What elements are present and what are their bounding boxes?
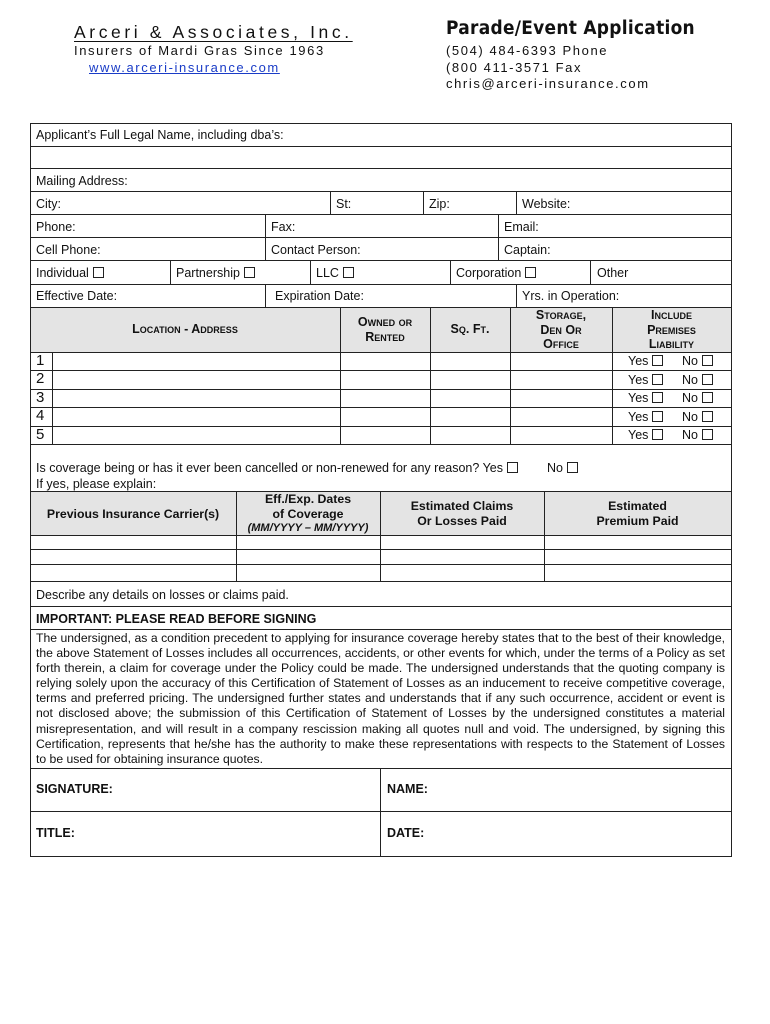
entity-other-label: Other: [597, 266, 629, 280]
claims-header-line2: Or Losses Paid: [417, 513, 507, 528]
website-label: Website:: [522, 197, 571, 211]
entity-corporation: [456, 266, 536, 280]
premises-yes-checkbox[interactable]: [652, 374, 663, 385]
owned-header-line1: Owned or: [357, 315, 413, 329]
premises-no-option: [682, 410, 713, 424]
entity-llc-label: LLC: [316, 266, 339, 280]
premises-no-checkbox[interactable]: [702, 374, 713, 385]
premises-yes-option: [628, 410, 663, 424]
email-label: Email:: [504, 220, 539, 234]
premises-no-option: [682, 354, 713, 368]
city-label: City:: [36, 197, 61, 211]
applicant-name-label: Applicant’s Full Legal Name, including dba’s:: [36, 128, 284, 142]
premium-header: [544, 499, 731, 528]
premises-no-label: No: [682, 373, 698, 387]
premises-yes-label: Yes: [628, 428, 649, 442]
premises-no-option: [682, 391, 713, 405]
company-name: Arceri & Associates, Inc.: [74, 22, 353, 42]
premises-liability-header: [612, 308, 731, 352]
premises-yes-option: [628, 354, 663, 368]
entity-partnership-label: Partnership: [176, 266, 240, 280]
describe-losses-label: Describe any details on losses or claims paid.: [36, 588, 289, 602]
premises-no-checkbox[interactable]: [702, 392, 713, 403]
claims-header-line1: Estimated Claims: [410, 499, 514, 513]
premises-yes-label: Yes: [628, 373, 649, 387]
premises-yes-checkbox[interactable]: [652, 392, 663, 403]
state-label: St:: [336, 197, 352, 211]
location-row-number: 1: [36, 352, 45, 369]
company-website-link[interactable]: www.arceri-insurance.com: [89, 60, 280, 75]
effective-date-label: Effective Date:: [36, 289, 118, 303]
applicant-name-field[interactable]: [31, 147, 730, 168]
premises-yes-option: [628, 391, 663, 405]
premises-no-checkbox[interactable]: [702, 355, 713, 366]
location-row-number: 5: [36, 426, 45, 443]
premises-yes-option: [628, 428, 663, 442]
premises-yes-checkbox[interactable]: [652, 355, 663, 366]
application-title: Parade/Event Application: [446, 18, 695, 39]
contact-email: chris@arceri-insurance.com: [446, 76, 650, 91]
premises-no-label: No: [682, 354, 698, 368]
premises-yes-checkbox[interactable]: [652, 429, 663, 440]
storage-header: [510, 308, 612, 352]
title-label: TITLE:: [36, 826, 75, 840]
coverage-yes-checkbox[interactable]: [507, 462, 518, 473]
date-label: DATE:: [387, 826, 425, 840]
contact-block: [446, 43, 650, 93]
premises-no-option: [682, 428, 713, 442]
dates-header-line1: Eff./Exp. Dates: [264, 492, 352, 506]
premises-header-line2: Premises: [647, 322, 696, 337]
premises-no-label: No: [682, 428, 698, 442]
owned-rented-header: [340, 315, 430, 344]
premises-yes-label: Yes: [628, 391, 649, 405]
corporation-checkbox[interactable]: [525, 267, 536, 278]
storage-header-line1: Storage,: [535, 308, 587, 322]
entity-individual: [36, 266, 104, 280]
entity-llc: [316, 266, 354, 280]
signature-label: SIGNATURE:: [36, 782, 113, 796]
premises-no-checkbox[interactable]: [702, 429, 713, 440]
premium-header-line1: Estimated: [608, 499, 667, 513]
cell-phone-label: Cell Phone:: [36, 243, 101, 257]
certification-statement: The undersigned, as a condition precedent to applying for insurance coverage hereby states that to the best of their knowledge, the above Statement of Losses includes all occurrences, accidents, or other events for which, under the terms of a Policy as set forth therein, a claim for coverage under the Policy could be made. The undersigned understands that the quoting company is relying solely upon the accuracy of this Certification of Statement of Losses as an inducement to receive competitive coverage, terms and preferred pricing. The undersigned further states and understands that if any such occurrence, accident or event is not disclosed above; the submission of this Certification of Statement of Losses by the undersigned constitutes a material misrepresentation, and will result in a company rescission making all quotes null and void. The undersigned, by signing this Certification, represents that he/she has the authority to make these representations with respects to the Statement of Losses to be used for obtaining insurance quotes.: [36, 631, 725, 766]
dates-header-format: (MM/YYYY – MM/YYYY): [247, 522, 369, 534]
location-row-number: 3: [36, 389, 45, 406]
premises-header-line3: Liability: [648, 337, 695, 351]
prev-carrier-header: Previous Insurance Carrier(s): [46, 507, 220, 521]
premises-yes-checkbox[interactable]: [652, 411, 663, 422]
individual-checkbox[interactable]: [93, 267, 104, 278]
explain-label: If yes, please explain:: [36, 477, 157, 491]
important-notice: IMPORTANT: PLEASE READ BEFORE SIGNING: [36, 612, 317, 626]
expiration-date-label: Expiration Date:: [275, 289, 364, 303]
location-row-number: 4: [36, 407, 45, 424]
mailing-address-label: Mailing Address:: [36, 174, 128, 188]
premises-header-line1: Include: [651, 308, 692, 322]
llc-checkbox[interactable]: [343, 267, 354, 278]
owned-header-line2: Rented: [365, 329, 405, 344]
entity-corporation-label: Corporation: [456, 266, 522, 280]
premises-yes-label: Yes: [628, 354, 649, 368]
coverage-no-label: No: [547, 461, 563, 475]
coverage-no-checkbox[interactable]: [567, 462, 578, 473]
premium-header-line2: Premium Paid: [596, 513, 679, 528]
location-address-header: Location - Address: [132, 322, 238, 336]
captain-label: Captain:: [504, 243, 551, 257]
dates-header-line2: of Coverage: [272, 506, 344, 521]
storage-header-line3: Office: [543, 337, 579, 351]
coverage-no: [547, 461, 578, 475]
entity-individual-label: Individual: [36, 266, 89, 280]
coverage-dates-header: [236, 492, 380, 536]
contact-phone: (504) 484-6393 Phone: [446, 43, 609, 58]
location-row-number: 2: [36, 370, 45, 387]
coverage-question: [36, 461, 518, 475]
phone-label: Phone:: [36, 220, 76, 234]
years-in-operation-label: Yrs. in Operation:: [522, 289, 620, 303]
zip-label: Zip:: [429, 197, 450, 211]
premises-no-label: No: [682, 391, 698, 405]
sqft-header: Sq. Ft.: [450, 322, 490, 336]
contact-person-label: Contact Person:: [271, 243, 361, 257]
premises-yes-label: Yes: [628, 410, 649, 424]
coverage-question-text: Is coverage being or has it ever been cancelled or non-renewed for any reason? Yes: [36, 461, 503, 475]
premises-no-label: No: [682, 410, 698, 424]
storage-header-line2: Den Or: [540, 322, 582, 337]
claims-header: [380, 499, 544, 528]
fax-label: Fax:: [271, 220, 296, 234]
company-tagline: Insurers of Mardi Gras Since 1963: [74, 43, 325, 58]
premises-no-option: [682, 373, 713, 387]
entity-partnership: [176, 266, 255, 280]
premises-yes-option: [628, 373, 663, 387]
partnership-checkbox[interactable]: [244, 267, 255, 278]
premises-no-checkbox[interactable]: [702, 411, 713, 422]
name-label: NAME:: [387, 782, 428, 796]
contact-fax: (800 411-3571 Fax: [446, 59, 583, 75]
